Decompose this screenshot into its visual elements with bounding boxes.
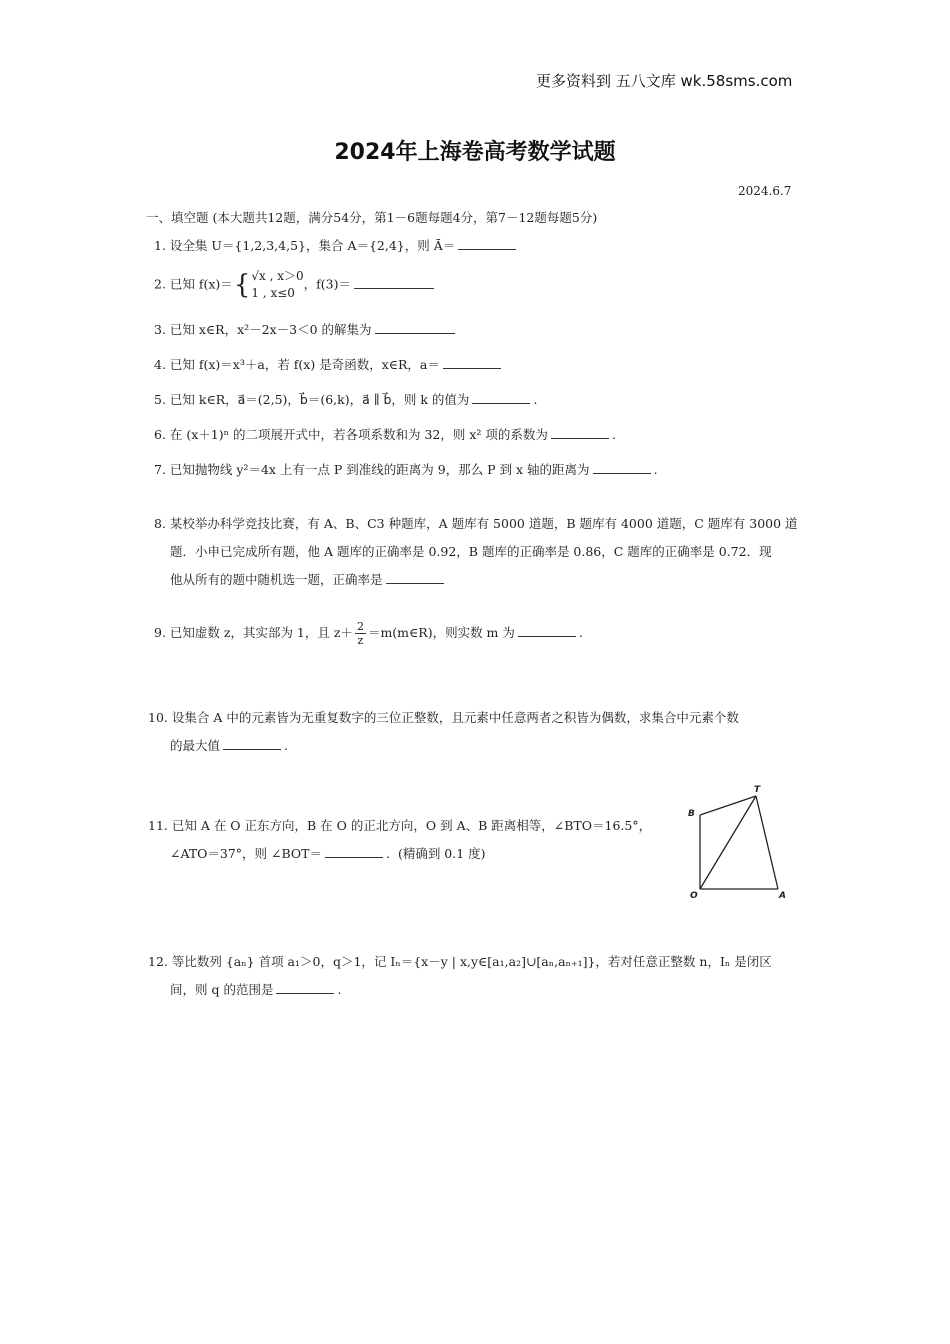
question-8-line-1: 8. 某校举办科学竞技比赛，有 A、B、C3 种题库，A 题库有 5000 道题，B 题库有 4000 道题，C 题库有 3000 道: [154, 516, 798, 531]
answer-blank: [472, 391, 530, 404]
segment-TA: [756, 796, 778, 889]
label-O: O: [690, 891, 698, 901]
piecewise-cases: [251, 268, 303, 302]
question-12-line-2: 间，则 q 的范围是 .: [170, 982, 342, 997]
question-11-text: ∠ATO＝37°，则 ∠BOT＝: [170, 846, 323, 861]
question-3-text: 3. 已知 x∈R，x²－2x－3＜0 的解集为: [154, 322, 372, 337]
question-7-text: 7. 已知抛物线 y²＝4x 上有一点 P 到准线的距离为 9，那么 P 到 x 轴的距离为: [154, 462, 590, 477]
segment-TO: [700, 796, 756, 889]
question-10-line-1: 10. 设集合 A 中的元素皆为无重复数字的三位正整数，且元素中任意两者之积皆为偶数，求集合中元素个数: [148, 710, 739, 725]
watermark-text: 更多资料到 五八文库 wk.58sms.com: [536, 72, 793, 90]
brace-glyph: {: [233, 270, 251, 300]
piecewise-case-2: 1 , x≤0: [251, 286, 295, 300]
question-12-text: 间，则 q 的范围是: [170, 982, 274, 997]
answer-blank: [443, 356, 501, 369]
fraction-numerator: 2: [356, 620, 364, 633]
question-3: [154, 320, 458, 338]
question-1-text: 1. 设全集 U＝{1,2,3,4,5}，集合 A＝{2,4}，则 Ā＝: [154, 238, 456, 253]
question-9: 9. 已知虚数 z，其实部为 1，且 z＋ $\frac{2}{z}$ ＝m(m∈R)，则实数 m 为 .: [154, 620, 583, 647]
page-title: 2024年上海卷高考数学试题: [334, 140, 616, 165]
question-1: [154, 236, 519, 254]
answer-blank: [223, 737, 281, 750]
question-2: [154, 268, 437, 302]
question-11-note: (精确到 0.1 度): [397, 846, 486, 861]
fraction: [355, 620, 366, 647]
question-12-line-1: 12. 等比数列 {aₙ} 首项 a₁＞0，q＞1，记 Iₙ＝{x－y | x,y∈[a₁,a₂]∪[aₙ,aₙ₊₁]}，若对任意正整数 n，Iₙ 是闭区: [148, 954, 772, 969]
question-9-prefix: 9. 已知虚数 z，其实部为 1，且 z＋: [154, 625, 353, 640]
question-6: 6. 在 (x＋1)ⁿ 的二项展开式中，若各项系数和为 32，则 x² 项的系数为 .: [154, 427, 616, 442]
question-8-line-3: [170, 570, 447, 588]
question-4-text: 4. 已知 f(x)＝x³＋a，若 f(x) 是奇函数，x∈R，a＝: [154, 357, 440, 372]
geometry-figure: [682, 782, 792, 904]
answer-blank: [325, 845, 383, 858]
answer-blank: [276, 981, 334, 994]
answer-blank: [551, 426, 609, 439]
question-4: [154, 355, 504, 373]
section-heading: 一、填空题 (本大题共12题，满分54分，第1－6题每题4分，第7－12题每题5分): [146, 210, 598, 225]
answer-blank: [458, 237, 516, 250]
question-5: 5. 已知 k∈R，a⃗＝(2,5)，b⃗＝(6,k)，a⃗ ∥ b⃗，则 k 的值为 .: [154, 392, 538, 407]
question-2-suffix: ，f(3)＝: [303, 276, 351, 292]
question-10-text: 的最大值: [170, 738, 221, 753]
answer-blank: [593, 461, 651, 474]
answer-blank: [518, 624, 576, 637]
question-6-text: 6. 在 (x＋1)ⁿ 的二项展开式中，若各项系数和为 32，则 x² 项的系数为: [154, 427, 548, 442]
label-A: A: [779, 891, 786, 901]
label-T: T: [754, 785, 761, 795]
question-11-line-2: ∠ATO＝37°，则 ∠BOT＝ . (精确到 0.1 度): [170, 846, 486, 861]
label-B: B: [688, 809, 695, 819]
question-9-suffix: ＝m(m∈R)，则实数 m 为: [367, 625, 515, 640]
question-7: 7. 已知抛物线 y²＝4x 上有一点 P 到准线的距离为 9，那么 P 到 x 轴的距离为 .: [154, 462, 658, 477]
question-8-text: 他从所有的题中随机选一题，正确率是: [170, 572, 383, 587]
answer-blank: [375, 321, 455, 334]
question-8-line-2: 题．小申已完成所有题，他 A 题库的正确率是 0.92，B 题库的正确率是 0.86，C 题库的正确率是 0.72．现: [170, 544, 772, 559]
exam-date: 2024.6.7: [738, 184, 792, 198]
piecewise-case-1: √x , x＞0: [251, 269, 304, 283]
question-10-line-2: 的最大值 .: [170, 738, 288, 753]
answer-blank: [354, 276, 434, 289]
question-5-text: 5. 已知 k∈R，a⃗＝(2,5)，b⃗＝(6,k)，a⃗ ∥ b⃗，则 k 的值为: [154, 392, 470, 407]
question-2-prefix: 2. 已知 f(x)＝: [154, 276, 233, 292]
answer-blank: [386, 571, 444, 584]
segment-BT: [700, 796, 756, 815]
fraction-denominator: z: [357, 634, 364, 647]
question-11-line-1: 11. 已知 A 在 O 正东方向，B 在 O 的正北方向，O 到 A、B 距离相等，∠BTO＝16.5°，: [148, 818, 652, 833]
